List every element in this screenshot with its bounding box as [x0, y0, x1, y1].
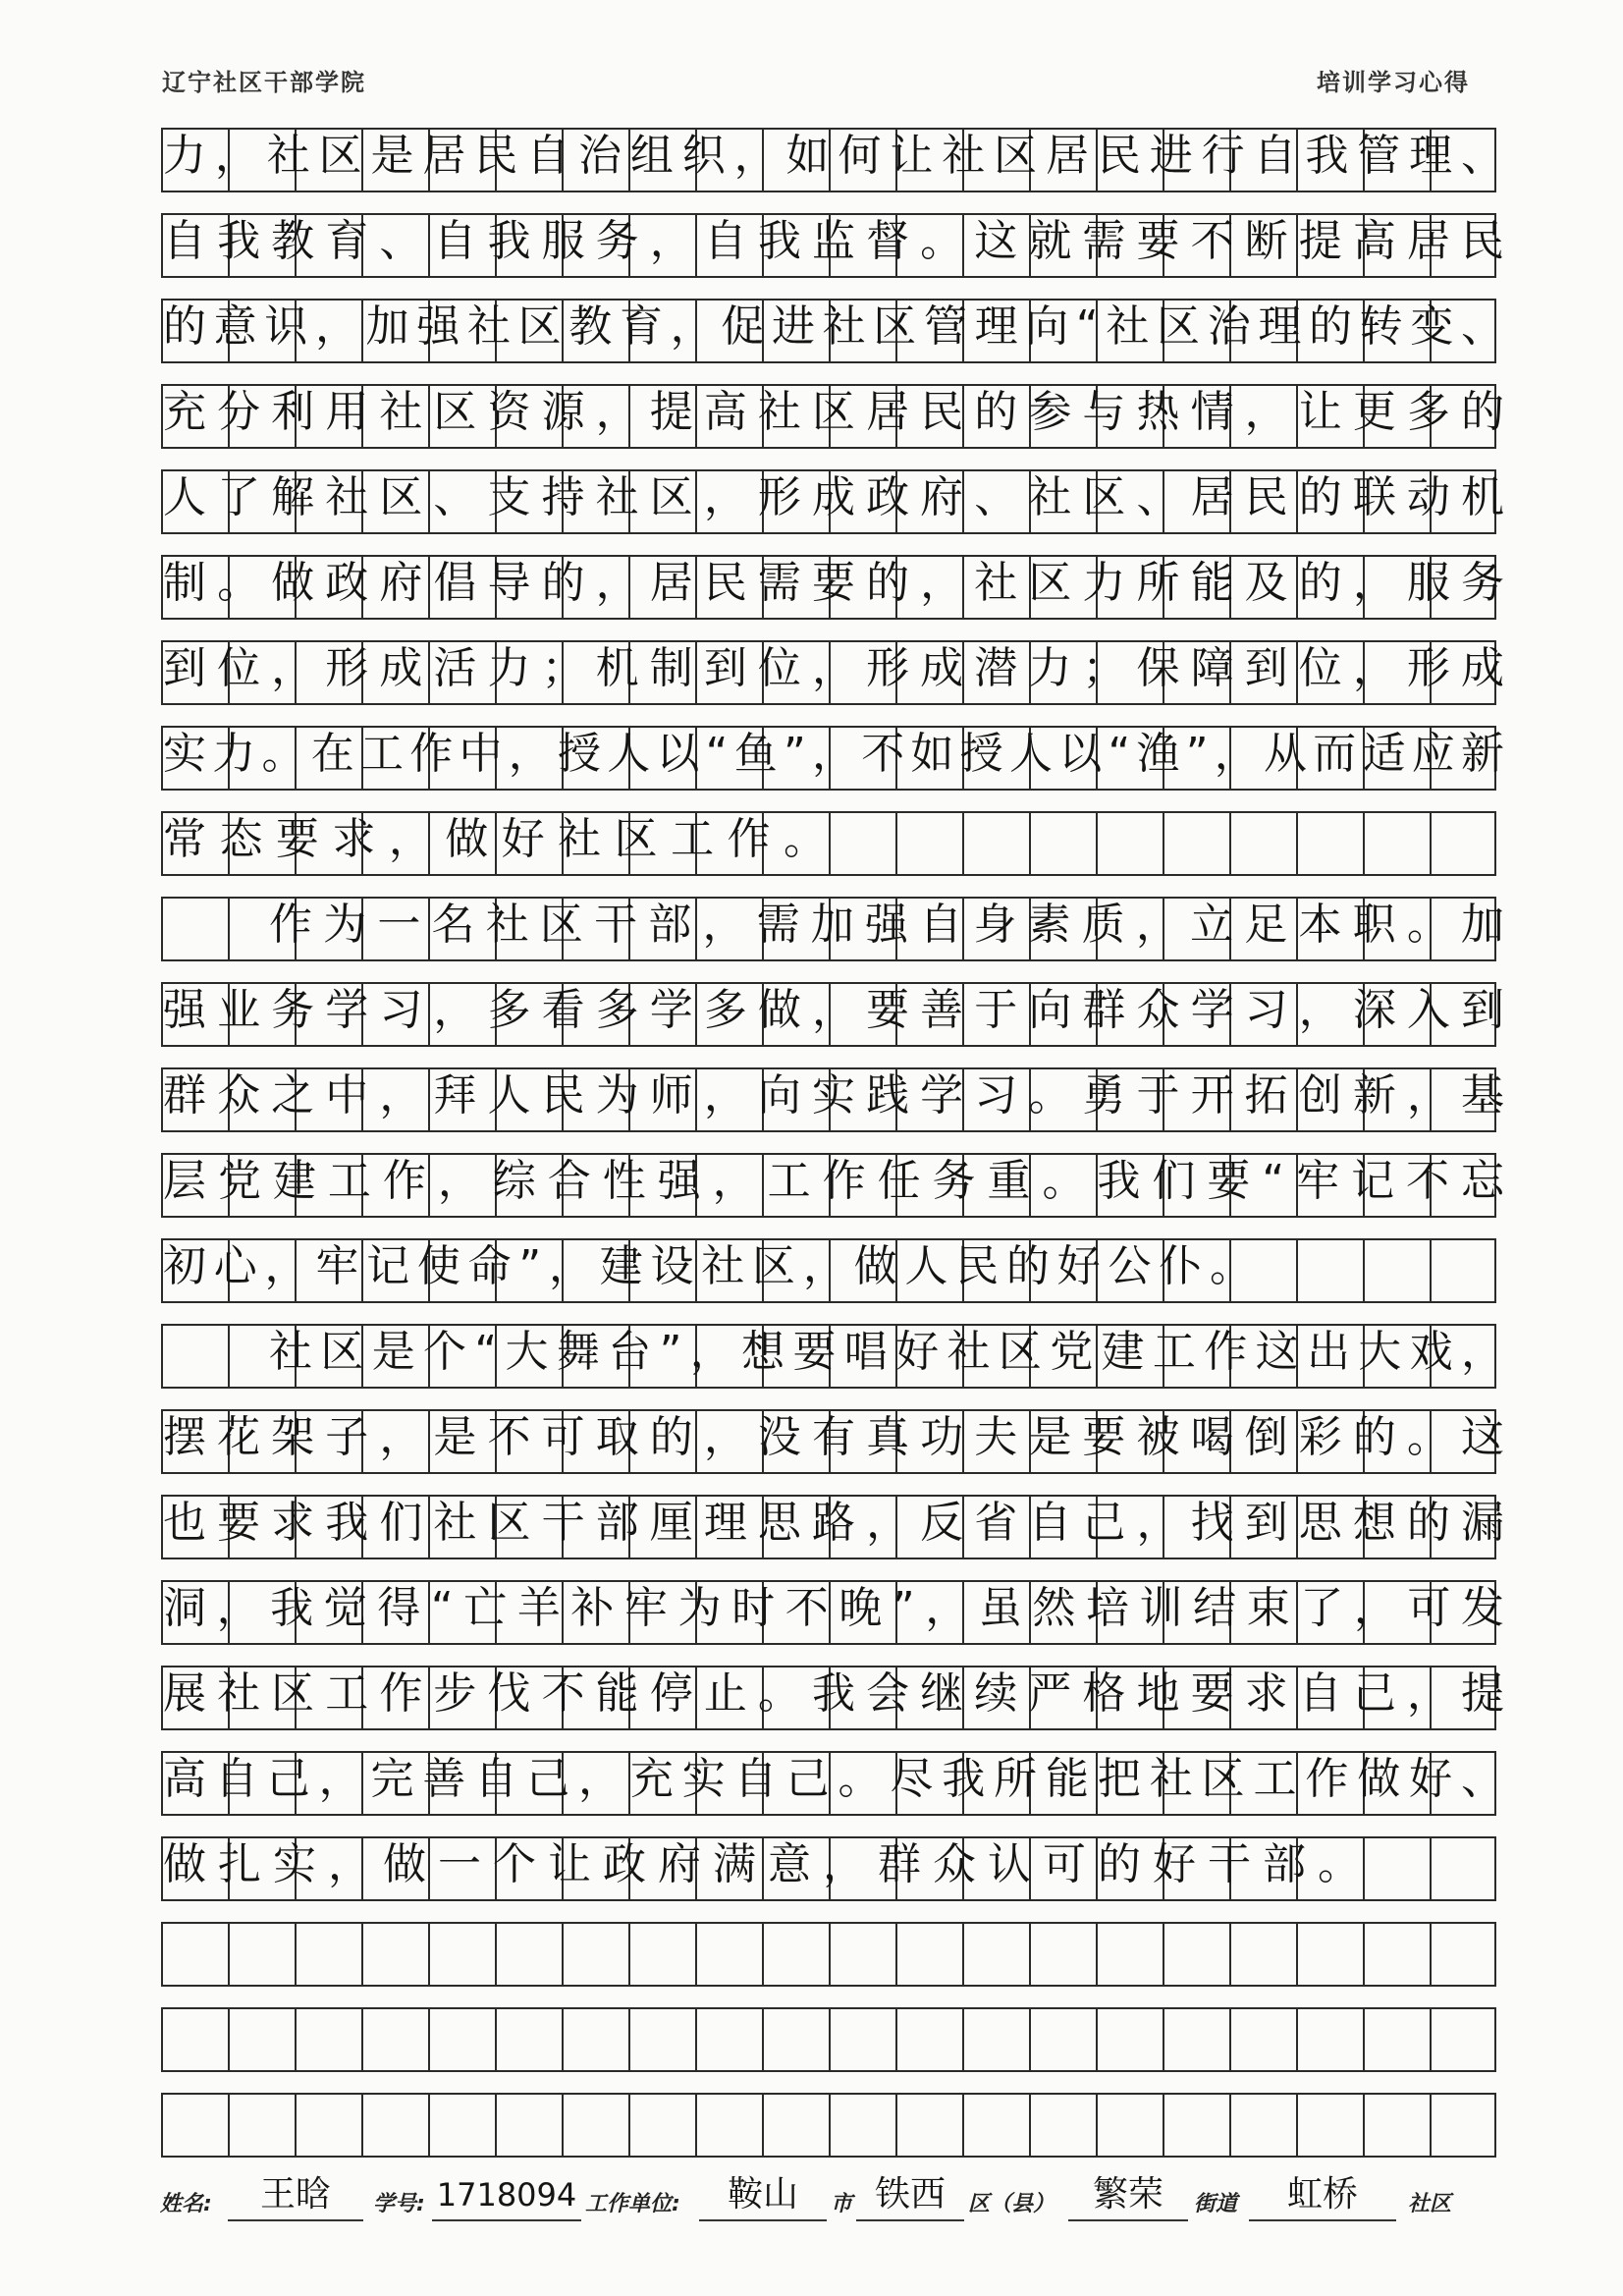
- grid-row: [161, 726, 1504, 791]
- grid-row: [161, 1751, 1504, 1816]
- handwritten-line: 强业务学习，多看多学多做，要善于向群众学习，深入到: [163, 985, 1504, 1035]
- name-label: 姓名:: [160, 2192, 212, 2216]
- district-label: 区（县）: [968, 2192, 1055, 2216]
- student-id-value: 1718094: [432, 2170, 581, 2221]
- grid-row: [161, 982, 1504, 1047]
- grid-row: [161, 1495, 1504, 1559]
- grid-row: [161, 1580, 1504, 1645]
- institution-name: 辽宁社区干部学院: [162, 69, 366, 96]
- work-unit-label: 工作单位:: [585, 2192, 680, 2216]
- writing-grid: [161, 128, 1504, 2158]
- student-id-label: 学号:: [373, 2192, 425, 2216]
- handwritten-line: 力，社区是居民自治组织，如何让社区居民进行自我管理、: [163, 131, 1504, 181]
- grid-row-empty: [161, 2093, 1496, 2158]
- district-value: 铁西: [856, 2170, 964, 2221]
- city-value: 鞍山: [699, 2170, 827, 2221]
- grid-row: [161, 811, 1496, 876]
- grid-row: [161, 897, 1504, 961]
- handwritten-line: 常态要求，做好社区工作。: [163, 814, 827, 864]
- handwritten-line: 充分利用社区资源，提高社区居民的参与热情，让更多的: [163, 387, 1504, 437]
- grid-row: [161, 299, 1504, 363]
- grid-row: [161, 128, 1504, 192]
- handwritten-line: 自我教育、自我服务，自我监督。这就需要不断提高居民: [163, 216, 1504, 266]
- city-label: 市: [831, 2192, 853, 2216]
- handwritten-line: 群众之中，拜人民为师，向实践学习。勇于开拓创新，基: [163, 1070, 1504, 1121]
- grid-row: [161, 1238, 1496, 1303]
- handwritten-line: 摆花架子，是不可取的，没有真功夫是要被喝倒彩的。这: [163, 1412, 1504, 1462]
- page-title: 培训学习心得: [1317, 69, 1470, 96]
- grid-row-empty: [161, 1922, 1496, 1987]
- grid-row: [161, 1836, 1496, 1901]
- grid-row: [161, 1409, 1504, 1474]
- community-label: 社区: [1408, 2192, 1452, 2216]
- handwritten-line: 制。做政府倡导的，居民需要的，社区力所能及的，服务: [163, 558, 1504, 608]
- handwritten-line: 做扎实，做一个让政府满意，群众认可的好干部。: [163, 1839, 1361, 1889]
- grid-row: [161, 555, 1504, 620]
- street-value: 繁荣: [1068, 2170, 1188, 2221]
- handwritten-line: 也要求我们社区干部厘理思路，反省自己，找到思想的漏: [163, 1498, 1504, 1548]
- grid-row: [161, 1153, 1504, 1218]
- handwritten-line: 人了解社区、支持社区，形成政府、社区、居民的联动机: [163, 472, 1504, 522]
- handwritten-line: 到位，形成活力；机制到位，形成潜力；保障到位，形成: [163, 643, 1504, 693]
- handwritten-line: 高自己，完善自己，充实自己。尽我所能把社区工作做好、: [163, 1754, 1504, 1804]
- handwritten-line: 社区是个“大舞台”，想要唱好社区党建工作这出大戏，: [269, 1327, 1504, 1377]
- grid-row: [161, 1324, 1504, 1389]
- handwritten-line: 实力。在工作中，授人以“鱼”，不如授人以“渔”，从而适应新: [163, 729, 1504, 779]
- grid-row: [161, 213, 1504, 278]
- name-value: 王晗: [228, 2170, 363, 2221]
- handwritten-line: 作为一名社区干部，需加强自身素质，立足本职。加: [269, 900, 1504, 950]
- grid-row: [161, 469, 1504, 534]
- handwritten-line: 展社区工作步伐不能停止。我会继续严格地要求自己，提: [163, 1668, 1504, 1719]
- grid-row: [161, 640, 1504, 705]
- grid-row: [161, 384, 1504, 449]
- author-info-footer: [0, 2166, 1623, 2225]
- community-value: 虹桥: [1249, 2170, 1396, 2221]
- handwritten-line: 洞，我觉得“亡羊补牢为时不晚”，虽然培训结束了，可发: [163, 1583, 1504, 1633]
- handwritten-line: 层党建工作，综合性强，工作任务重。我们要“牢记不忘: [163, 1156, 1504, 1206]
- grid-row-empty: [161, 2007, 1496, 2072]
- street-label: 街道: [1194, 2192, 1238, 2216]
- handwritten-line: 初心，牢记使命”，建设社区，做人民的好公仆。: [163, 1241, 1253, 1291]
- handwritten-line: 的意识，加强社区教育，促进社区管理向“社区治理的转变、: [163, 301, 1504, 352]
- grid-row: [161, 1666, 1504, 1730]
- grid-row: [161, 1067, 1504, 1132]
